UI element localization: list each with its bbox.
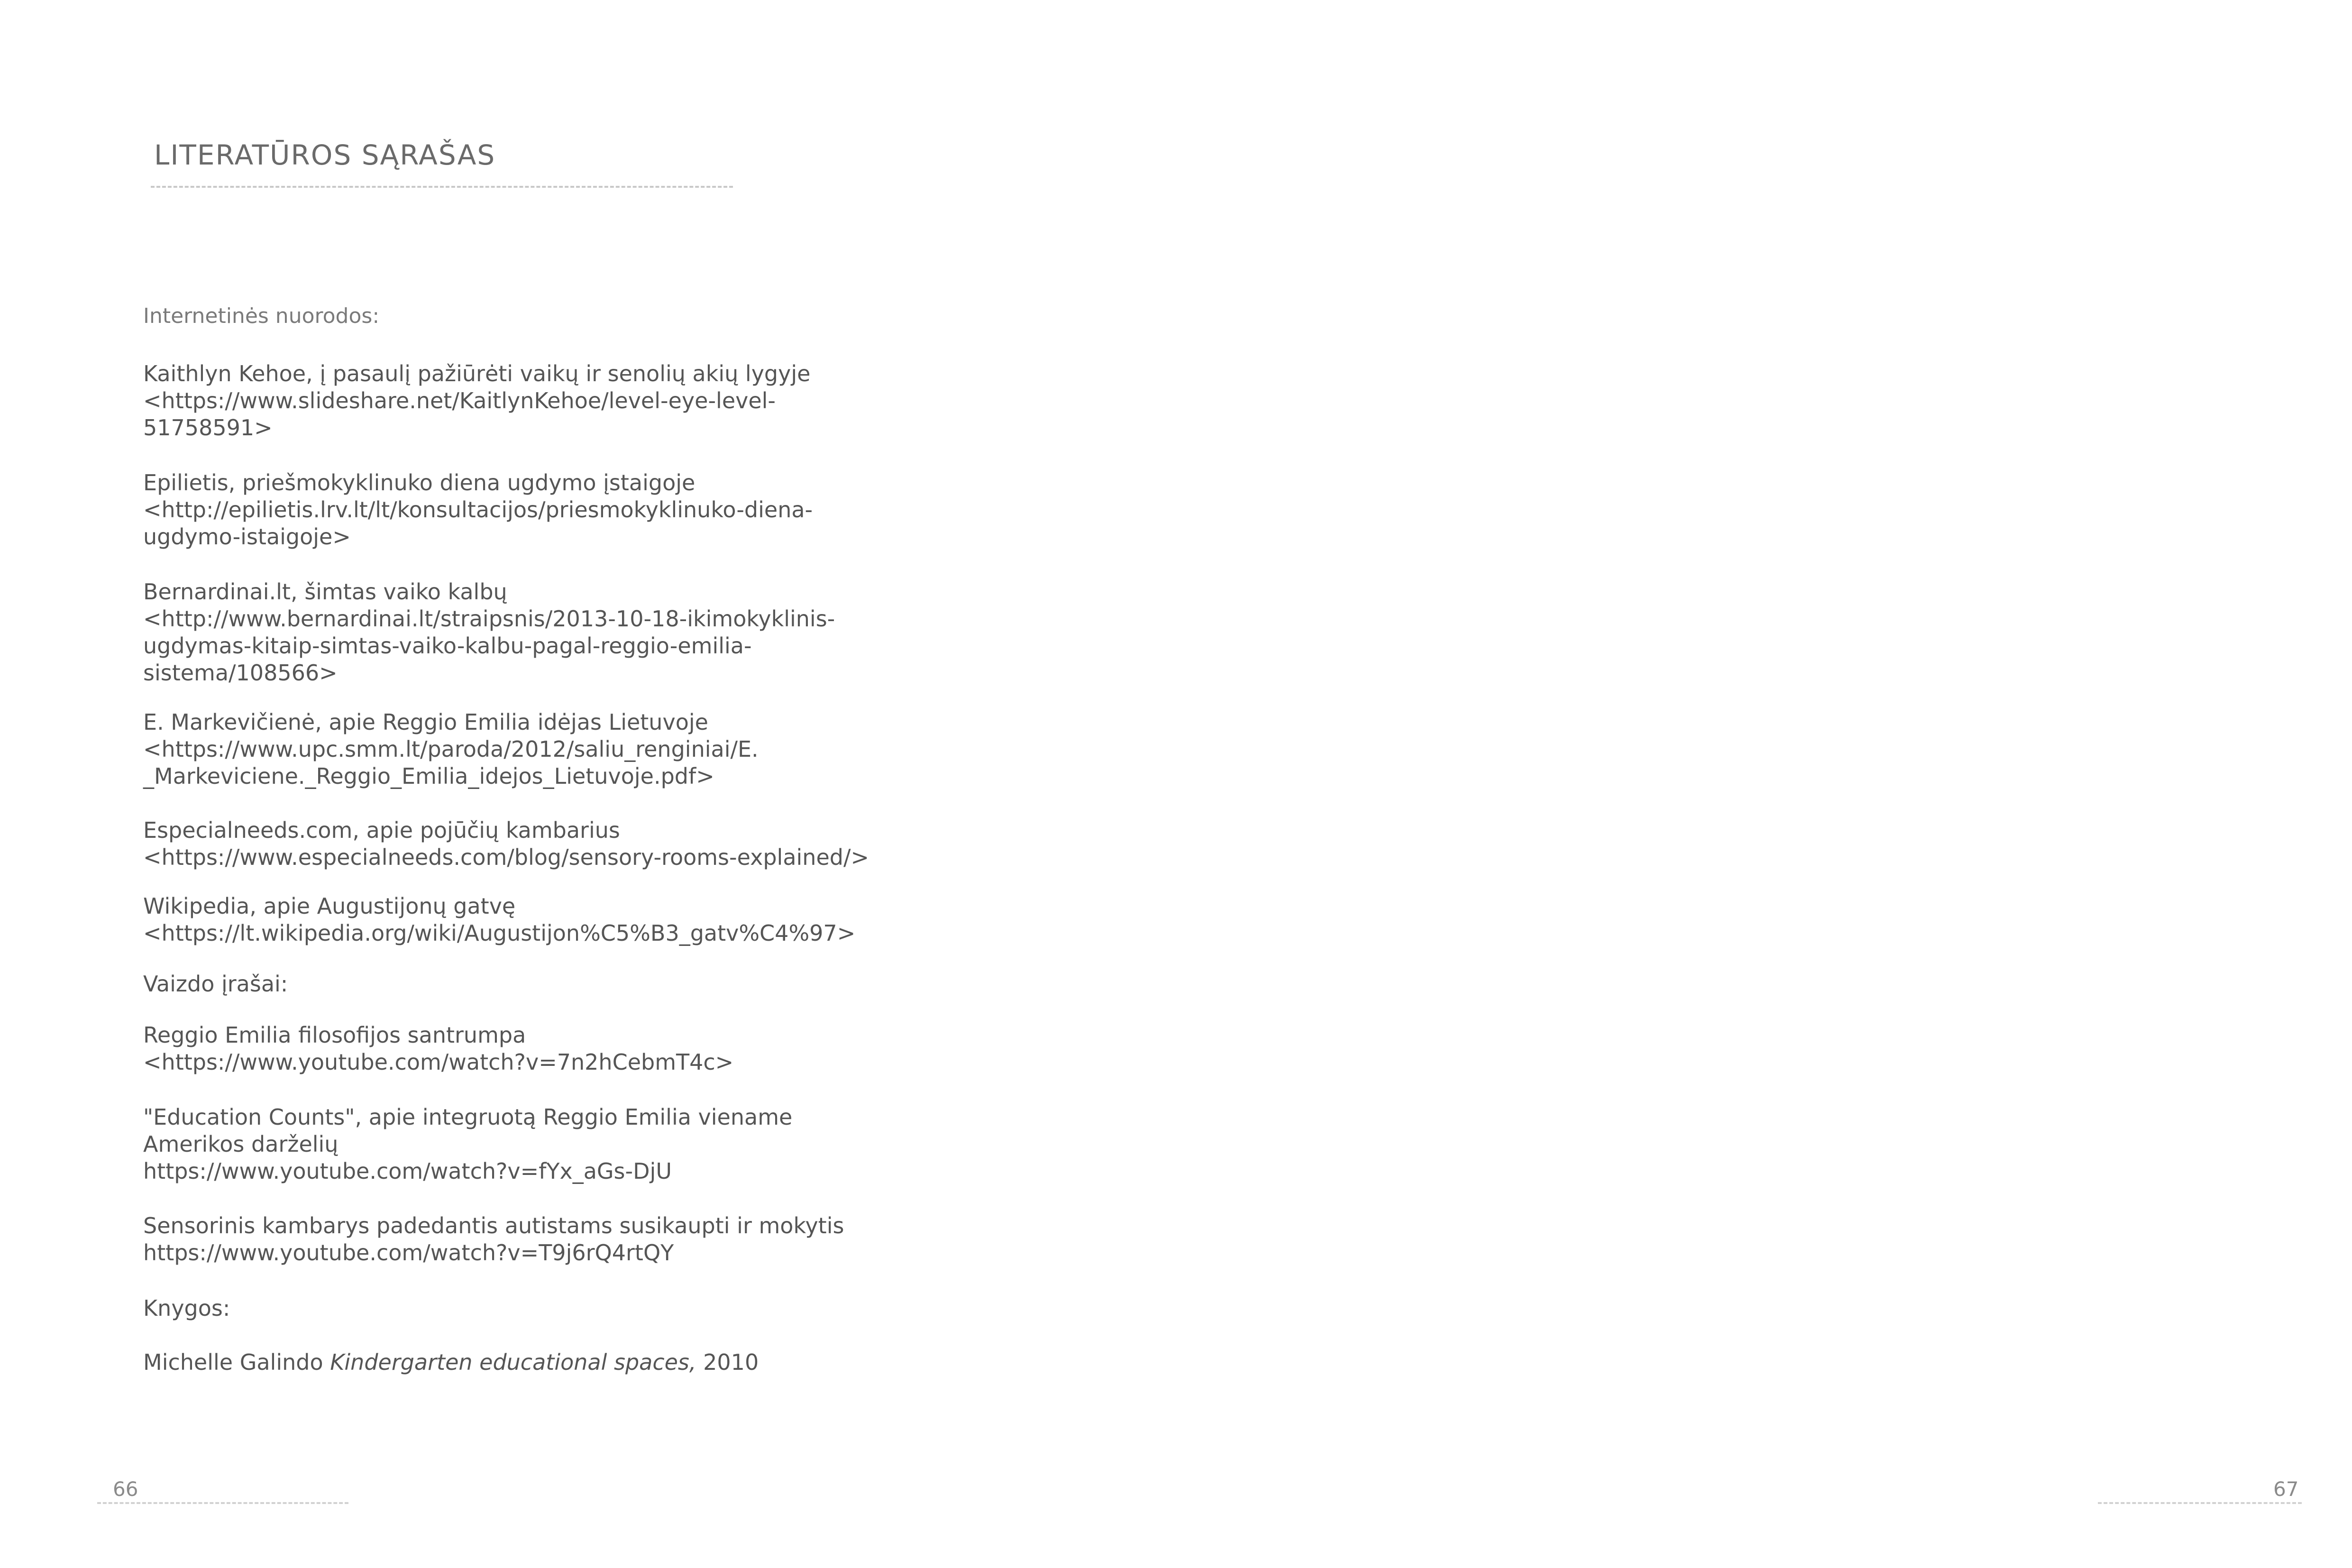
entry-url[interactable]: <https://www.upc.smm.lt/paroda/2012/saliu_renginiai/E. _Markeviciene._Reggio_Emilia_idejos_Lietuvoje.pdf> — [143, 736, 759, 789]
entry-url[interactable]: <http://www.bernardinai.lt/straipsnis/2013-10-18-ikimokyklinis- ugdymas-kitaip-simtas-vaiko-kalbu-pagal-reggio-emilia- sistema/108566> — [143, 606, 835, 686]
entry-title: Bernardinai.lt, šimtas vaiko kalbų — [143, 579, 507, 605]
web-entry — [143, 893, 997, 947]
web-entry — [143, 817, 997, 871]
entry-url[interactable]: https://www.youtube.com/watch?v=T9j6rQ4rtQY — [143, 1240, 674, 1265]
video-entry — [143, 1104, 997, 1185]
entry-title: Sensorinis kambarys padedantis autistams susikaupti ir mokytis — [143, 1213, 844, 1238]
page-title: LITERATŪROS SĄRAŠAS — [154, 139, 496, 171]
entry-title: Epilietis, priešmokyklinuko diena ugdymo įstaigoje — [143, 470, 696, 495]
book-entry — [143, 1351, 759, 1373]
entry-title: E. Markevičienė, apie Reggio Emilia idėjas Lietuvoje — [143, 709, 708, 735]
web-entry — [143, 469, 997, 550]
video-entry — [143, 1022, 997, 1076]
web-links-label: Internetinės nuorodos: — [143, 304, 380, 328]
entry-url[interactable]: <https://www.youtube.com/watch?v=7n2hCebmT4c> — [143, 1049, 734, 1075]
entry-url[interactable]: <https://www.especialneeds.com/blog/sensory-rooms-explained/> — [143, 844, 869, 870]
entry-url[interactable]: <https://www.slideshare.net/KaitlynKehoe/level-eye-level- 51758591> — [143, 388, 776, 440]
title-divider — [151, 186, 733, 188]
entry-url[interactable]: <http://epilietis.lrv.lt/lt/konsultacijos/priesmokyklinuko-diena- ugdymo-istaigoje> — [143, 497, 813, 550]
entry-url[interactable]: <https://lt.wikipedia.org/wiki/Augustijon%C5%B3_gatv%C4%97> — [143, 920, 856, 946]
page-number-left: 66 — [113, 1477, 138, 1501]
book-year: 2010 — [703, 1349, 759, 1375]
page-number-right-rule — [2098, 1502, 2302, 1504]
page-number-left-rule — [97, 1502, 348, 1504]
books-label: Knygos: — [143, 1295, 230, 1321]
entry-title: "Education Counts", apie integruotą Reggio Emilia viename Amerikos darželių — [143, 1104, 793, 1157]
entry-url[interactable]: https://www.youtube.com/watch?v=fYx_aGs-DjU — [143, 1158, 672, 1184]
web-entry — [143, 578, 997, 687]
video-label: Vaizdo įrašai: — [143, 971, 288, 997]
book-title: Kindergarten educational spaces, — [330, 1349, 696, 1375]
page-number-right: 67 — [2273, 1477, 2299, 1501]
entry-title: Wikipedia, apie Augustijonų gatvę — [143, 893, 516, 919]
video-entry — [143, 1212, 997, 1266]
book-author: Michelle Galindo — [143, 1349, 323, 1375]
web-entry — [143, 709, 997, 790]
entry-title: Kaithlyn Kehoe, į pasaulį pažiūrėti vaikų ir senolių akių lygyje — [143, 361, 811, 386]
entry-title: Especialneeds.com, apie pojūčių kambarius — [143, 817, 620, 843]
entry-title: Reggio Emilia filosofijos santrumpa — [143, 1022, 526, 1048]
web-entry — [143, 360, 997, 441]
